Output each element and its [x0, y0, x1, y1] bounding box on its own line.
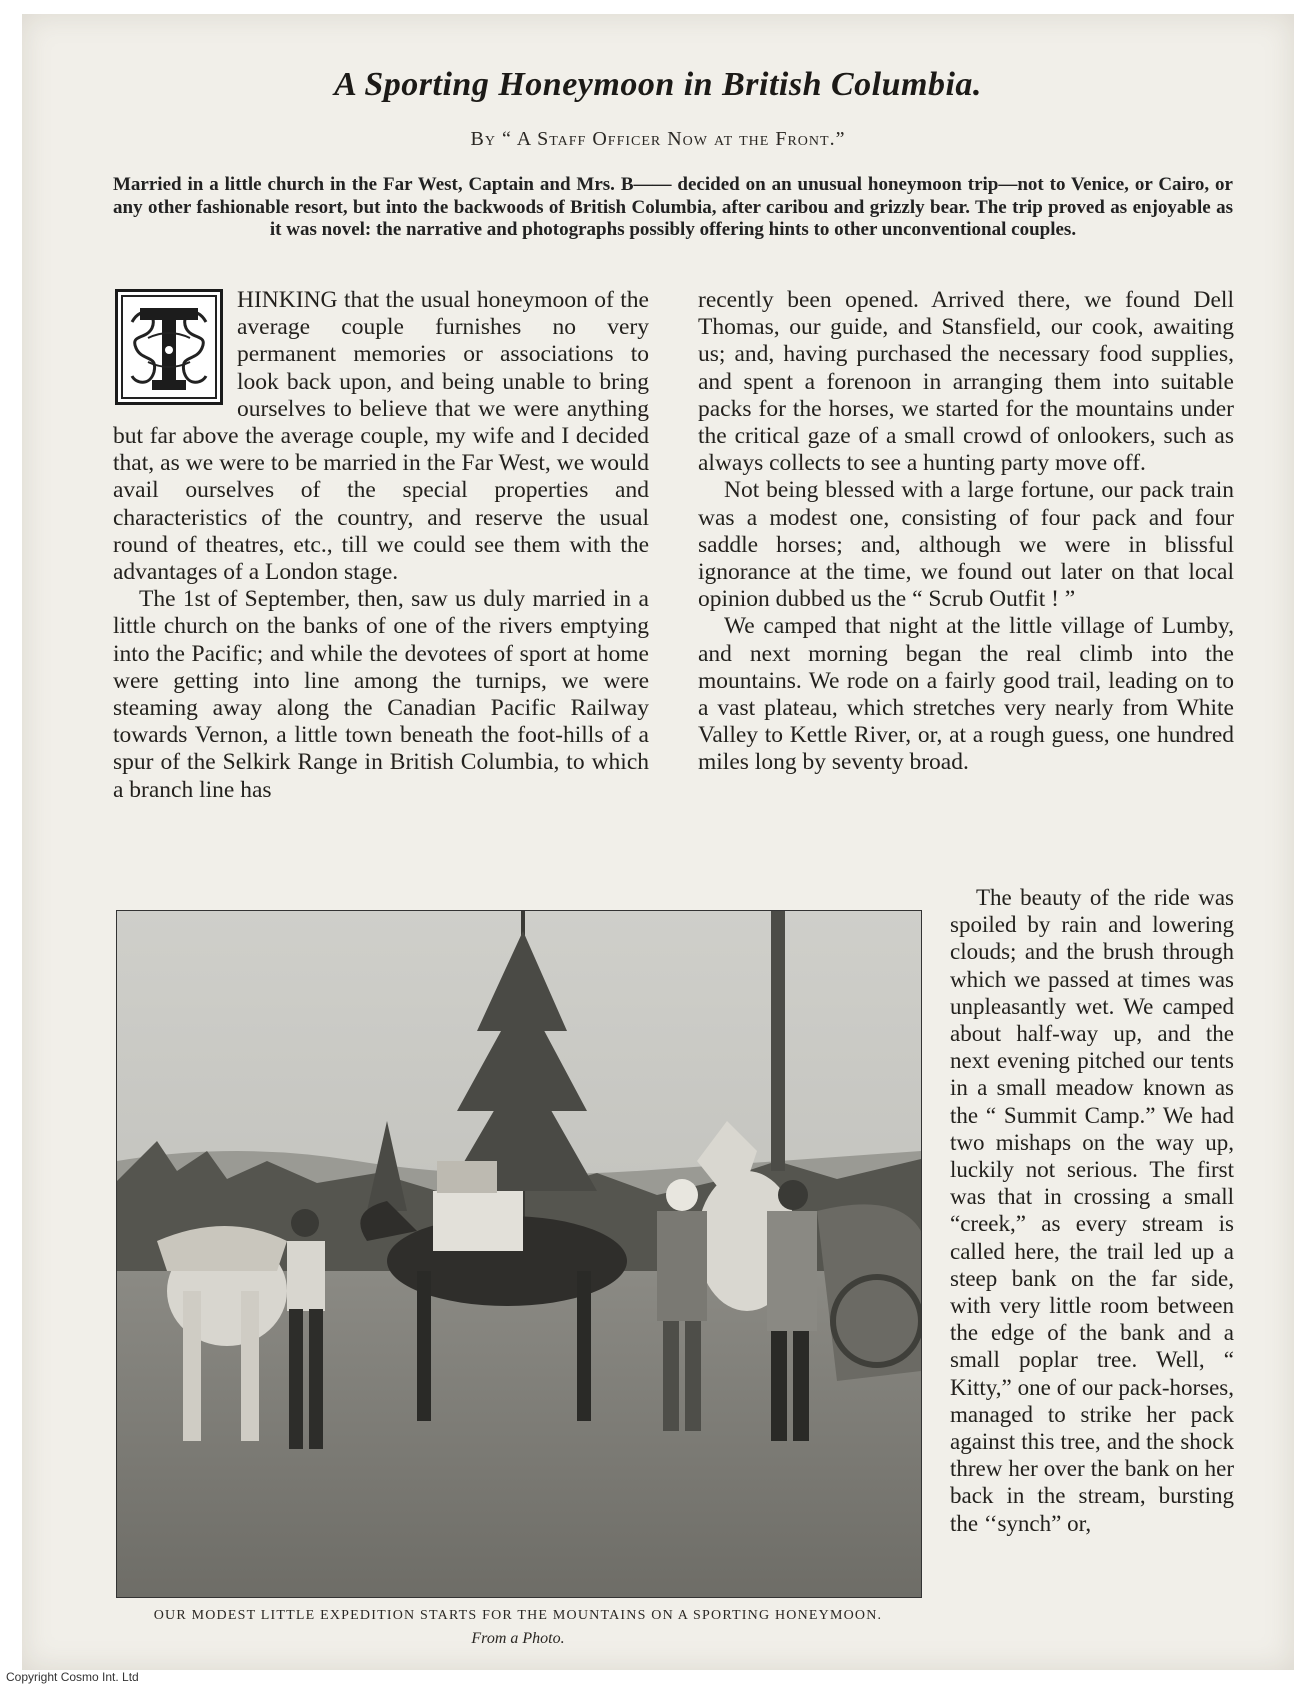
- byline-author: “ A Staff Officer Now at the Front.”: [501, 128, 846, 150]
- text-column-narrow: [950, 884, 1234, 1648]
- text-column-left: [113, 287, 649, 887]
- paragraph: recently been opened. Arrived there, we found Dell Thomas, our guide, and Stansfield, our cook, awaiting us; and, having purchased the necessary food supplies, and spent a forenoon in arranging them into suitable packs for the horses, we started for the mountains under the critical gaze of a small crowd of onlookers, such as always collects to see a hunting party move off.: [698, 287, 1234, 477]
- expedition-photo-image: [117, 911, 921, 1597]
- paragraph: The beauty of the ride was spoiled by rain and lowering clouds; and the brush through which we passed at times was unpleasantly wet. We camped about half-way up, and the next evening pitched our tents in a small meadow known as the “ Summit Camp.” We had two mishaps on the way up, luckily not serious. The first was that in crossing a small “creek,” as every stream is called here, the trail led up a steep bank on the far side, with very little room between the edge of the bank and a small poplar tree. Well, “ Kitty,” one of our pack-horses, managed to strike her pack against this tree, and the shock threw her over the bank on her back in the stream, bursting the ‘‘synch” or,: [950, 885, 1234, 1536]
- paragraph-text: that the usual honeymoon of the average couple furnishes no very permanent memories or associations to look back upon, and being unable to bring ourselves to believe that we were anything but far above the average couple, my wife and I decided that, as we were to be married in the Far West, we would avail ourselves of the special properties and characteristics of the country, and reserve the usual round of theatres, etc., till we could see them with the advantages of a London stage.: [113, 287, 649, 586]
- photo-credit: From a Photo.: [471, 1630, 565, 1647]
- article-title: A Sporting Honeymoon in British Columbia.: [334, 66, 982, 103]
- text-column-right: [698, 287, 1234, 887]
- byline-prefix: By: [470, 128, 496, 150]
- paragraph: We camped that night at the little village of Lumby, and next morning began the real climb into the mountains. We rode on a fairly good trail, leading on to a vast plateau, which stretches very nearly from White Valley to Kettle River, or, at a rough guess, one hundred miles long by seventy broad.: [698, 613, 1234, 776]
- ornamental-dropcap: [115, 289, 223, 405]
- paragraph: [113, 287, 649, 586]
- photo-caption: OUR MODEST LITTLE EXPEDITION STARTS FOR THE MOUNTAINS ON A SPORTING HONEYMOON.: [153, 1608, 883, 1623]
- photograph: [116, 910, 922, 1598]
- article-standfirst: Married in a little church in the Far West, Captain and Mrs. B—— decided on an unusual honeymoon trip—not to Venice, or Cairo, or any other fashionable resort, but into the backwoods of British Columbia, after caribou and grizzly bear. The trip proved as enjoyable as it was novel: the narrative and photographs possibly offering hints to other unconventional couples.: [113, 174, 1233, 240]
- ornament-icon: [118, 292, 220, 402]
- paragraph: The 1st of September, then, saw us duly married in a little church on the banks of one of the rivers emptying into the Pacific; and while the devotees of sport at home were getting into line among the turnips, we were steaming away along the Canadian Pacific Railway towards Vernon, a little town beneath the foot-hills of a spur of the Selkirk Range in British Columbia, to which a branch line has: [113, 586, 649, 803]
- copyright-watermark: Copyright Cosmo Int. Ltd: [6, 1670, 139, 1684]
- paragraph: Not being blessed with a large fortune, our pack train was a modest one, consisting of four pack and four saddle horses; and, although we were in blissful ignorance at the time, we found out later on that local opinion dubbed us the “ Scrub Outfit ! ”: [698, 477, 1234, 613]
- lead-word: HINKING: [237, 287, 338, 313]
- article-byline: [120, 128, 1196, 151]
